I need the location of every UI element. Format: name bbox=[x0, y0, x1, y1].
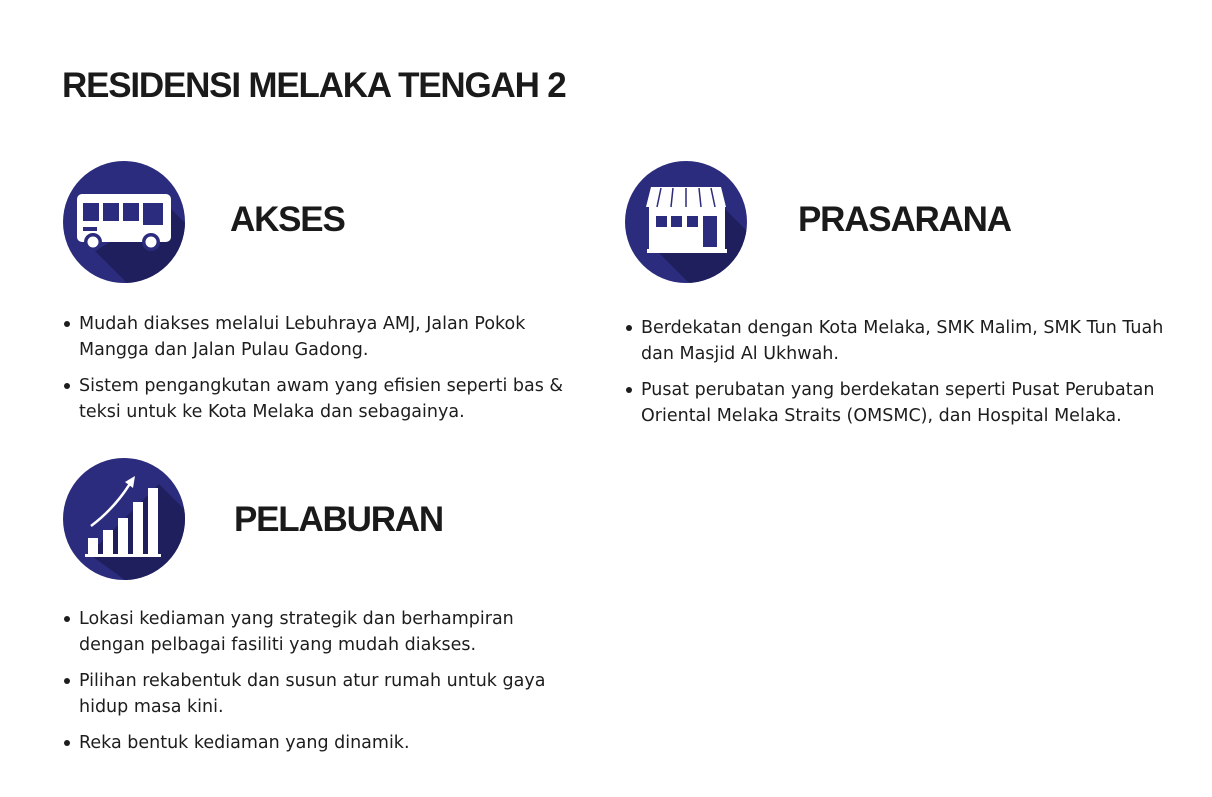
list-item: Pilihan rekabentuk dan susun atur rumah untuk gaya hidup masa kini. bbox=[62, 668, 552, 720]
prasarana-heading: PRASARANA bbox=[798, 200, 1011, 239]
list-item: Lokasi kediaman yang strategik dan berhampiran dengan pelbagai fasiliti yang mudah diakses. bbox=[62, 606, 552, 658]
growth-chart-icon bbox=[63, 458, 185, 580]
list-item: Sistem pengangkutan awam yang efisien seperti bas & teksi untuk ke Kota Melaka dan sebagainya. bbox=[62, 373, 598, 425]
akses-list bbox=[62, 311, 598, 435]
akses-heading: AKSES bbox=[230, 200, 345, 239]
bus-icon bbox=[63, 161, 185, 283]
list-item: Berdekatan dengan Kota Melaka, SMK Malim, SMK Tun Tuah dan Masjid Al Ukhwah. bbox=[624, 315, 1190, 367]
prasarana-list bbox=[624, 315, 1190, 439]
list-item: Pusat perubatan yang berdekatan seperti Pusat Perubatan Oriental Melaka Straits (OMSMC), dan Hospital Melaka. bbox=[624, 377, 1190, 429]
pelaburan-list bbox=[62, 606, 552, 766]
pelaburan-heading: PELABURAN bbox=[234, 500, 443, 539]
list-item: Reka bentuk kediaman yang dinamik. bbox=[62, 730, 552, 756]
shop-icon bbox=[625, 161, 747, 283]
page-title: RESIDENSI MELAKA TENGAH 2 bbox=[62, 66, 566, 105]
list-item: Mudah diakses melalui Lebuhraya AMJ, Jalan Pokok Mangga dan Jalan Pulau Gadong. bbox=[62, 311, 598, 363]
